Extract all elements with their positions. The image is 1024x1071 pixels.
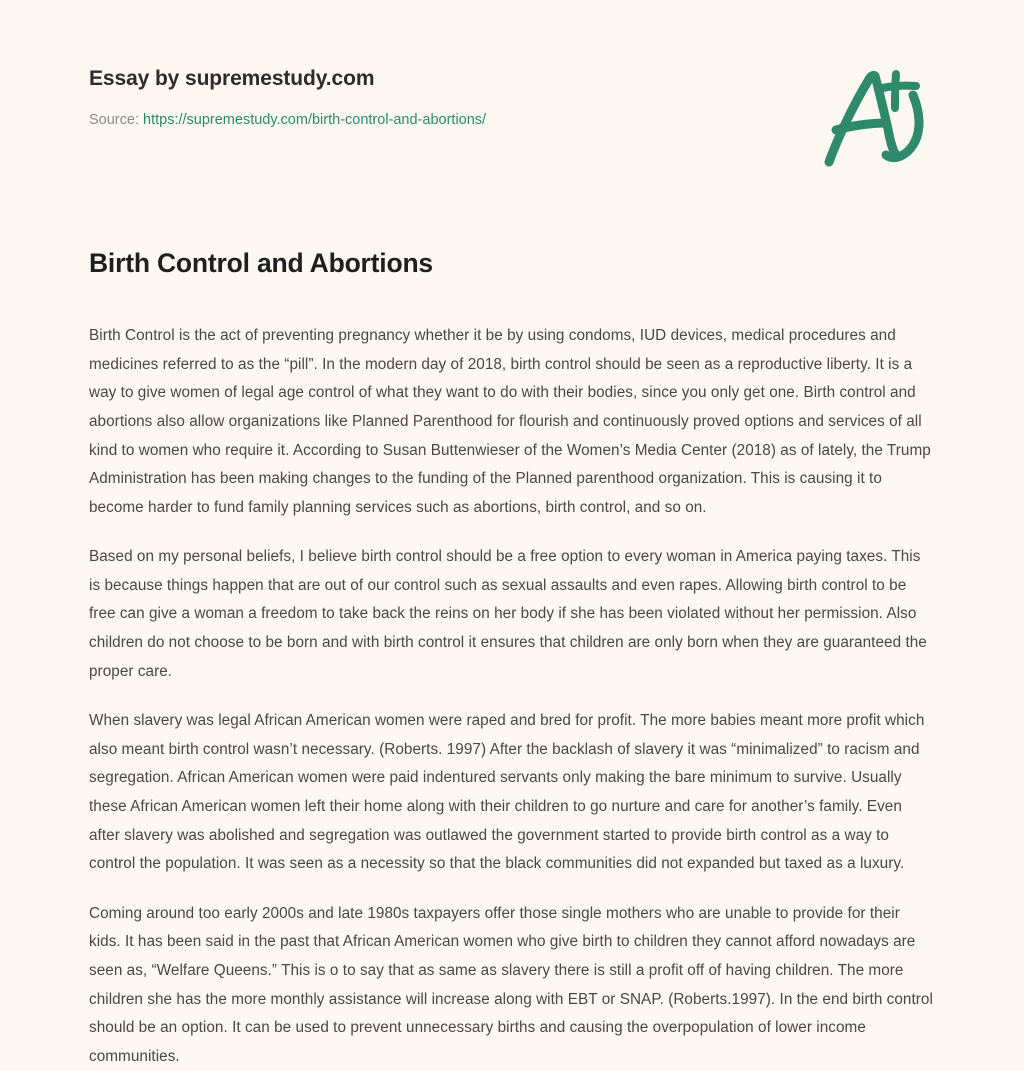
article-body [89,280,935,1071]
article [89,247,935,1071]
article-paragraph: Based on my personal beliefs, I believe birth control should be a free option to every woman in America paying taxes. This is because things happen that are out of our control such as sexual assaults and even rapes. Allowing birth control to be free can give a woman a freedom to take back the reins on her body if she has been violated without her permission. Also children do not choose to be born and with birth control it ensures that children are only born when they are guaranteed the proper care. [89,548,927,680]
article-paragraph: Birth Control is the act of preventing pregnancy whether it be by using condoms, IUD devices, medical procedures and medicines referred to as the “pill”. In the modern day of 2018, birth control should be seen as a reproductive liberty. It is a way to give women of legal age control of what they want to do with their bodies, since you only get one. Birth control and abortions also allow organizations like Planned Parenthood for flourish and continuously proved options and services of all kind to women who require it. According to Susan Buttenwieser of the Women’s Media Center (2018) as of lately, the Trump Administration has been making changes to the funding of the Planned parenthood organization. This is causing it to become harder to fund family planning services such as abortions, birth control, and so on. [89,327,931,516]
article-paragraph: When slavery was legal African American women were raped and bred for profit. The more babies meant more profit which also meant birth control wasn’t necessary. (Roberts. 1997) After the backlash of slavery it was “minimalized” to racism and segregation. African American women were paid indentured servants only making the bare minimum to survive. Usually these African American women left their home along with their children to go nurture and care for another’s family. Even after slavery was abolished and segregation was outlawed the government started to provide birth control as a way to control the population. It was seen as a necessity so that the black communities did not expanded but taxed as a luxury. [89,712,925,873]
essay-byline: Essay by supremestudy.com [89,67,375,90]
page-title: Birth Control and Abortions [89,248,433,278]
source-url-link[interactable]: https://supremestudy.com/birth-control-and-abortions/ [143,112,487,129]
source-line [89,91,789,130]
a-plus-logo [812,57,936,173]
document-header [0,0,1024,200]
source-label: Source: [89,112,139,129]
header-text-block [89,66,789,130]
a-plus-logo-icon [812,57,936,173]
article-paragraph: Coming around too early 2000s and late 1980s taxpayers offer those single mothers who are unable to provide for their kids. It has been said in the past that African American women who give birth to children they cannot afford nowadays are seen as, “Welfare Queens.” This is o to say that as same as slavery there is still a profit off of having children. The more children she has the more monthly assistance will increase along with EBT or SNAP. (Roberts.1997). In the end birth control should be an option. It can be used to prevent unnecessary births and causing the overpopulation of lower income communities. [89,904,933,1065]
